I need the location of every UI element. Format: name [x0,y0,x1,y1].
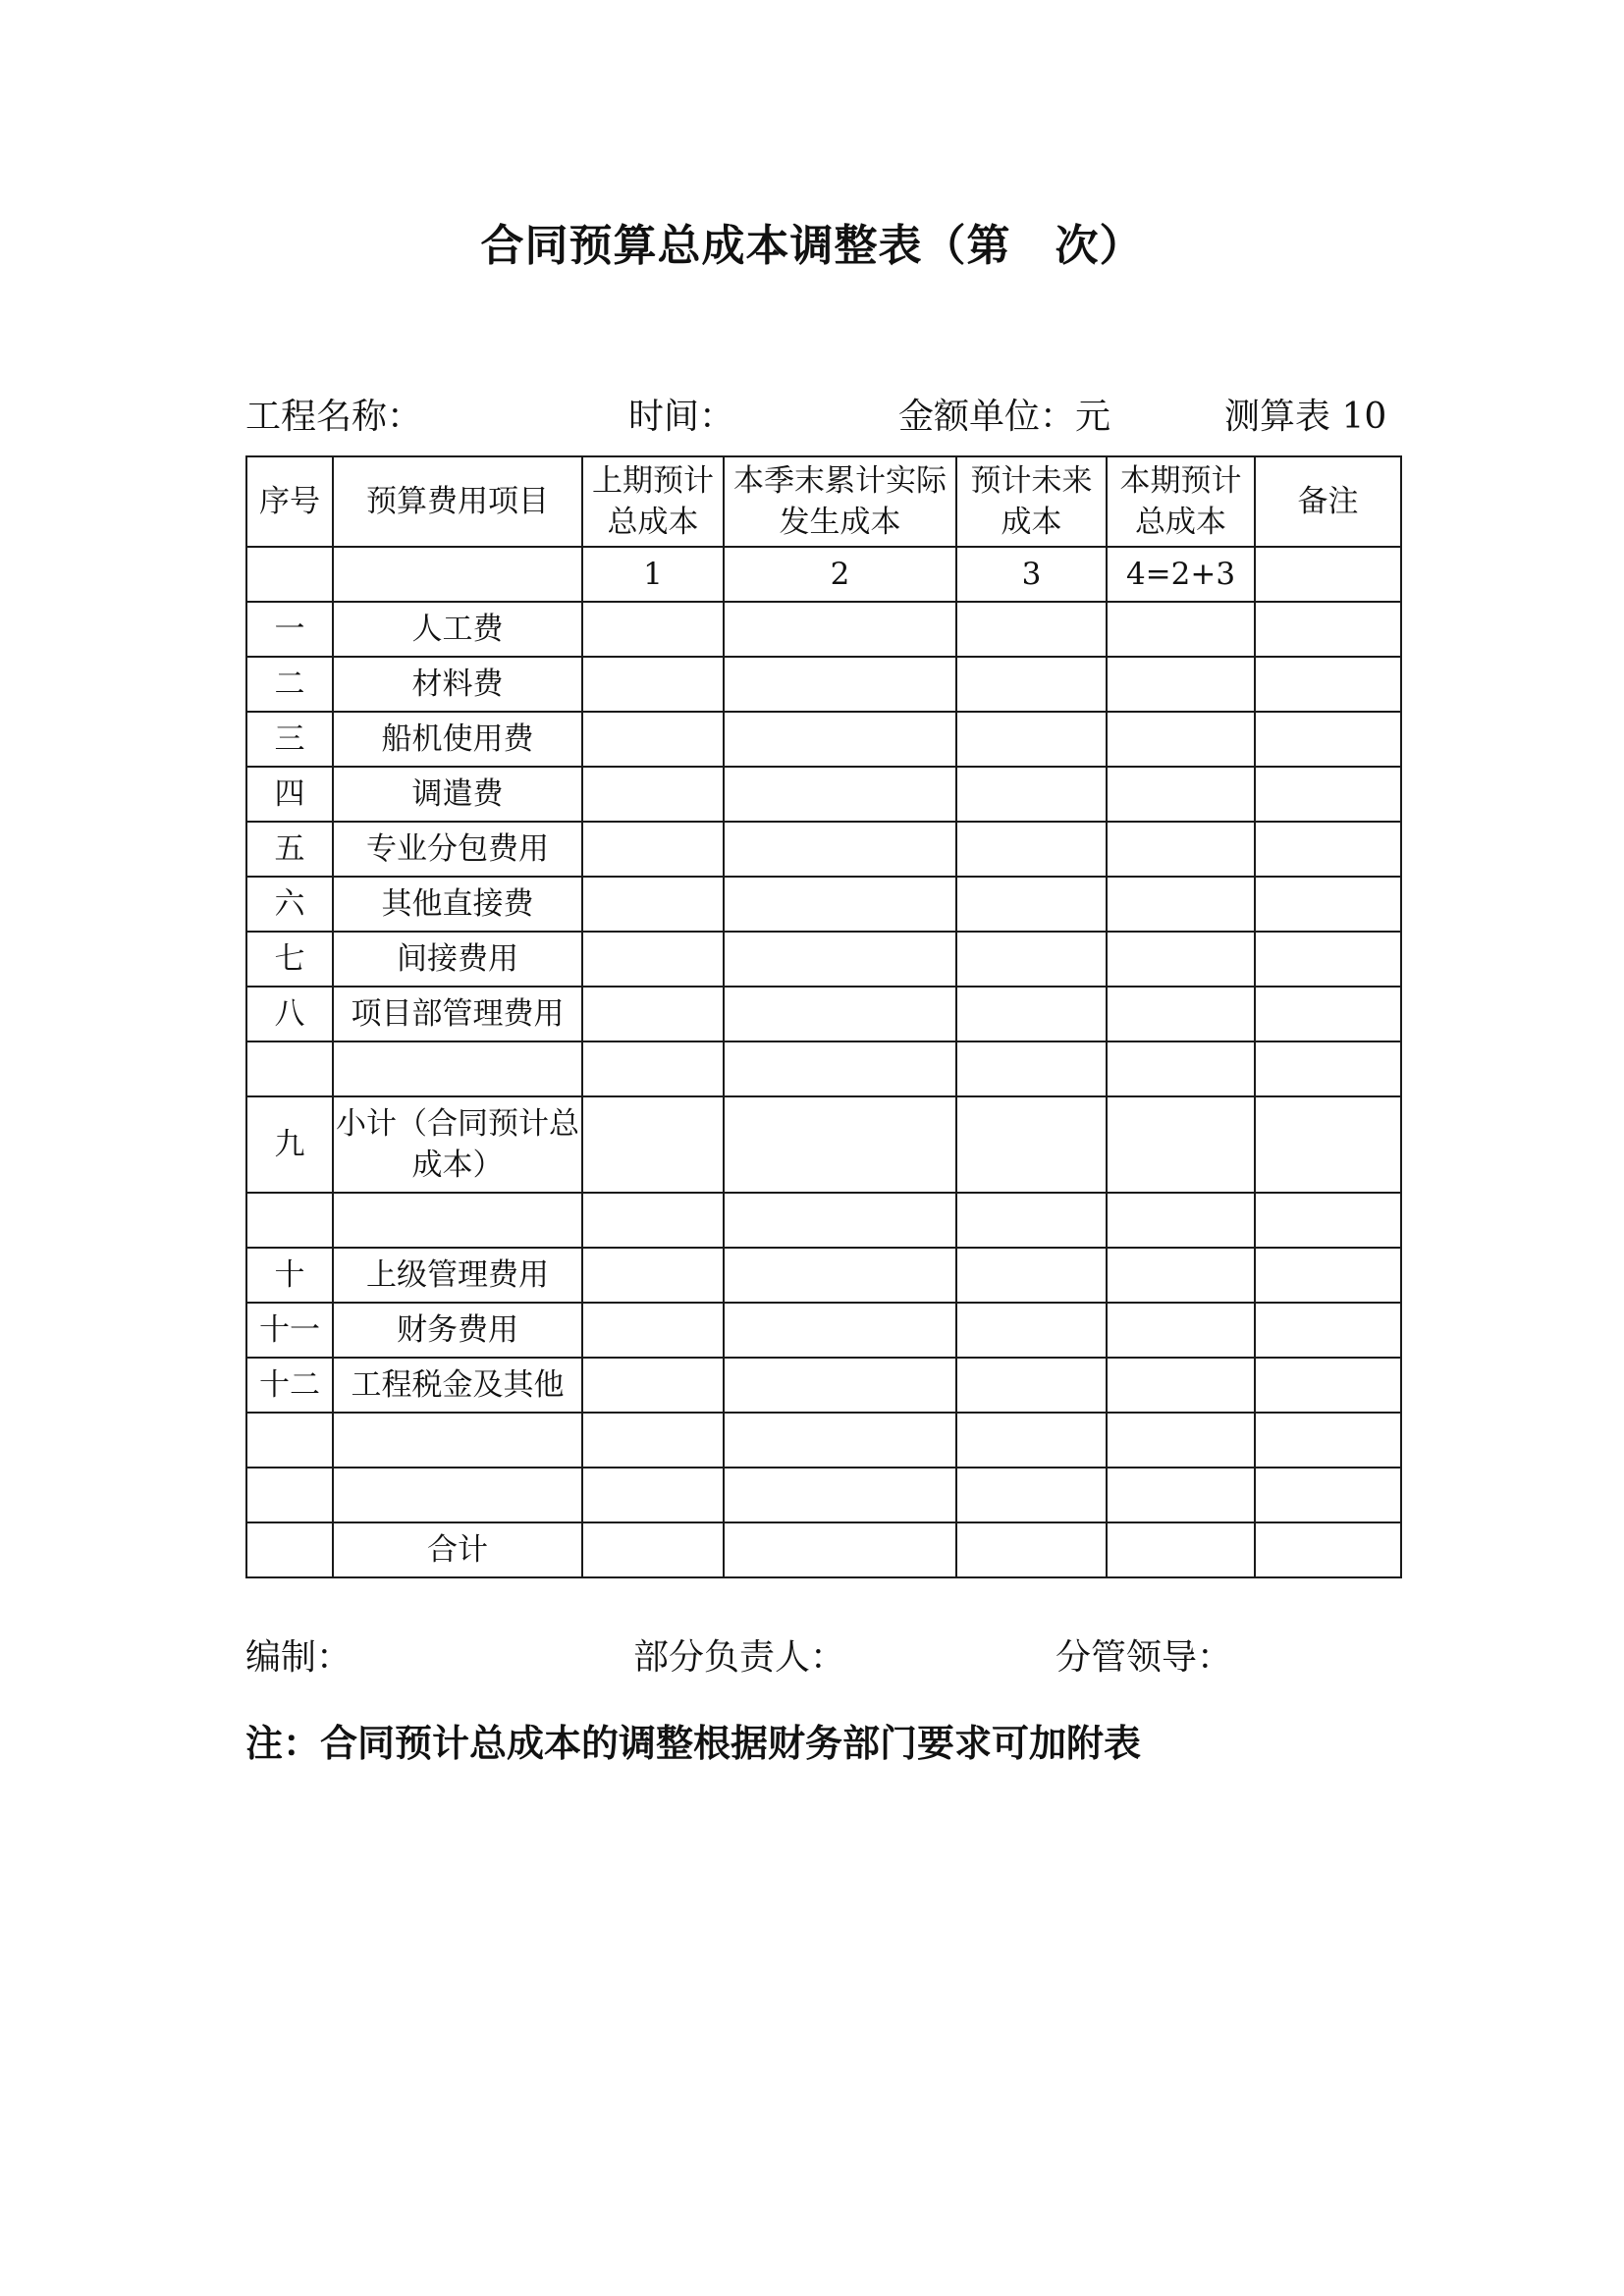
row-item: 工程税金及其他 [333,1358,582,1413]
cell-current-total[interactable] [1107,657,1255,712]
cell-actual-cost[interactable] [724,1248,956,1303]
cell-future-cost[interactable] [956,1468,1107,1522]
cell-future-cost[interactable] [956,1522,1107,1577]
cell-current-total[interactable] [1107,1096,1255,1193]
cell-previous-total[interactable] [582,1248,724,1303]
cell-previous-total[interactable] [582,822,724,877]
cell-current-total[interactable] [1107,1413,1255,1468]
cell-previous-total[interactable] [582,1096,724,1193]
formula-row [246,547,1401,602]
cell-actual-cost[interactable] [724,1413,956,1468]
total-row [246,1522,1401,1577]
note-text: 注：合同预计总成本的调整根据财务部门要求可加附表 [245,1721,1142,1765]
cell-actual-cost[interactable] [724,657,956,712]
cell-current-total[interactable] [1107,822,1255,877]
cell-remarks[interactable] [1255,657,1401,712]
row-number: 二 [246,657,333,712]
row-number: 十 [246,1248,333,1303]
cell-future-cost[interactable] [956,1248,1107,1303]
cell-future-cost[interactable] [956,932,1107,987]
header-cell-current-total: 本期预计总成本 [1107,456,1255,547]
cell-remarks[interactable] [1255,1358,1401,1413]
cell-current-total[interactable] [1107,1522,1255,1577]
cell-actual-cost[interactable] [724,1041,956,1096]
cell-actual-cost[interactable] [724,987,956,1041]
project-name-label: 工程名称： [245,397,423,437]
cell-previous-total[interactable] [582,602,724,657]
cell-current-total[interactable] [1107,712,1255,767]
row-item: 小计（合同预计总成本） [333,1096,582,1193]
page-title: 合同预算总成本调整表（第 次） [480,221,1144,271]
formula-cell: 2 [724,547,956,602]
table-row [246,987,1401,1041]
row-item: 上级管理费用 [333,1248,582,1303]
department-head-label: 部分负责人： [633,1637,846,1678]
header-row [246,456,1401,547]
row-item: 材料费 [333,657,582,712]
row-number: 三 [246,712,333,767]
table-row [246,602,1401,657]
table-row [246,767,1401,822]
cell-actual-cost[interactable] [724,1193,956,1248]
cell-actual-cost[interactable] [724,1468,956,1522]
cell-remarks[interactable] [1255,1413,1401,1468]
cell-remarks[interactable] [1255,767,1401,822]
cell-previous-total[interactable] [582,657,724,712]
row-number: 八 [246,987,333,1041]
row-number: 六 [246,877,333,932]
table-row [246,1468,1401,1522]
cell-remarks[interactable] [1255,822,1401,877]
row-number [246,1468,333,1522]
cell-previous-total[interactable] [582,987,724,1041]
cell-future-cost[interactable] [956,1413,1107,1468]
cell-previous-total[interactable] [582,1041,724,1096]
table-row [246,1303,1401,1358]
amount-unit-label: 金额单位：元 [898,397,1111,437]
cell-previous-total[interactable] [582,1358,724,1413]
cell-future-cost[interactable] [956,987,1107,1041]
formula-cell: 3 [956,547,1107,602]
row-item: 间接费用 [333,932,582,987]
cell-remarks[interactable] [1255,712,1401,767]
table-row [246,1248,1401,1303]
table-row [246,1096,1401,1193]
cell-current-total[interactable] [1107,1468,1255,1522]
cell-current-total[interactable] [1107,1041,1255,1096]
row-number: 四 [246,767,333,822]
cell-previous-total[interactable] [582,712,724,767]
row-number: 九 [246,1096,333,1193]
table-row [246,1041,1401,1096]
cell-future-cost[interactable] [956,877,1107,932]
table-row [246,1358,1401,1413]
row-item: 船机使用费 [333,712,582,767]
cell-future-cost[interactable] [956,1096,1107,1193]
table-row [246,822,1401,877]
budget-adjustment-table [245,455,1402,1578]
cell-current-total[interactable] [1107,1193,1255,1248]
table-row [246,932,1401,987]
cell-previous-total[interactable] [582,1468,724,1522]
cell-remarks[interactable] [1255,1248,1401,1303]
row-number: 十一 [246,1303,333,1358]
formula-cell [333,547,582,602]
header-cell-future-cost: 预计未来成本 [956,456,1107,547]
cell-previous-total[interactable] [582,1522,724,1577]
header-cell-no: 序号 [246,456,333,547]
sheet-number-label: 测算表 10 [1224,397,1387,437]
formula-cell [1255,547,1401,602]
cell-remarks[interactable] [1255,1303,1401,1358]
table-row [246,1413,1401,1468]
cell-actual-cost[interactable] [724,602,956,657]
row-item: 专业分包费用 [333,822,582,877]
cell-future-cost[interactable] [956,1193,1107,1248]
table-row [246,1193,1401,1248]
cell-current-total[interactable] [1107,987,1255,1041]
row-item: 项目部管理费用 [333,987,582,1041]
cell-remarks[interactable] [1255,1096,1401,1193]
cell-previous-total[interactable] [582,932,724,987]
cell-remarks[interactable] [1255,1193,1401,1248]
time-label: 时间： [628,397,735,437]
row-number [246,1413,333,1468]
cell-remarks[interactable] [1255,932,1401,987]
cell-current-total[interactable] [1107,1303,1255,1358]
cell-previous-total[interactable] [582,767,724,822]
cell-future-cost[interactable] [956,767,1107,822]
row-item: 其他直接费 [333,877,582,932]
cell-future-cost[interactable] [956,1041,1107,1096]
cell-actual-cost[interactable] [724,712,956,767]
row-item: 人工费 [333,602,582,657]
cell-actual-cost[interactable] [724,822,956,877]
cell-actual-cost[interactable] [724,1303,956,1358]
cell-future-cost[interactable] [956,657,1107,712]
row-item [333,1193,582,1248]
row-number [246,1522,333,1577]
cell-actual-cost[interactable] [724,932,956,987]
row-number: 十二 [246,1358,333,1413]
cell-remarks[interactable] [1255,877,1401,932]
cell-previous-total[interactable] [582,877,724,932]
cell-remarks[interactable] [1255,1468,1401,1522]
cell-future-cost[interactable] [956,602,1107,657]
formula-cell: 1 [582,547,724,602]
row-item: 调遣费 [333,767,582,822]
cell-remarks[interactable] [1255,1041,1401,1096]
row-number: 七 [246,932,333,987]
cell-current-total[interactable] [1107,1248,1255,1303]
row-item [333,1041,582,1096]
cell-actual-cost[interactable] [724,1522,956,1577]
row-item [333,1413,582,1468]
table-row [246,877,1401,932]
formula-cell: 4=2+3 [1107,547,1255,602]
cell-future-cost[interactable] [956,1358,1107,1413]
row-item [333,1468,582,1522]
cell-current-total[interactable] [1107,602,1255,657]
cell-previous-total[interactable] [582,1303,724,1358]
cell-current-total[interactable] [1107,877,1255,932]
row-number: 一 [246,602,333,657]
cell-actual-cost[interactable] [724,1358,956,1413]
row-number [246,1193,333,1248]
cell-previous-total[interactable] [582,1413,724,1468]
row-item: 合计 [333,1522,582,1577]
header-cell-item: 预算费用项目 [333,456,582,547]
header-cell-previous-total: 上期预计总成本 [582,456,724,547]
table-row [246,657,1401,712]
cell-remarks[interactable] [1255,987,1401,1041]
table-row [246,712,1401,767]
cell-actual-cost[interactable] [724,877,956,932]
cell-current-total[interactable] [1107,932,1255,987]
header-cell-remarks: 备注 [1255,456,1401,547]
cell-future-cost[interactable] [956,822,1107,877]
row-number [246,1041,333,1096]
cell-current-total[interactable] [1107,1358,1255,1413]
cell-current-total[interactable] [1107,767,1255,822]
cell-actual-cost[interactable] [724,1096,956,1193]
prepared-by-label: 编制： [245,1637,352,1678]
cell-remarks[interactable] [1255,602,1401,657]
header-cell-actual-cost: 本季末累计实际发生成本 [724,456,956,547]
row-item: 财务费用 [333,1303,582,1358]
leader-label: 分管领导： [1056,1637,1233,1678]
formula-cell [246,547,333,602]
cell-future-cost[interactable] [956,712,1107,767]
cell-remarks[interactable] [1255,1522,1401,1577]
row-number: 五 [246,822,333,877]
cell-previous-total[interactable] [582,1193,724,1248]
cell-future-cost[interactable] [956,1303,1107,1358]
cell-actual-cost[interactable] [724,767,956,822]
